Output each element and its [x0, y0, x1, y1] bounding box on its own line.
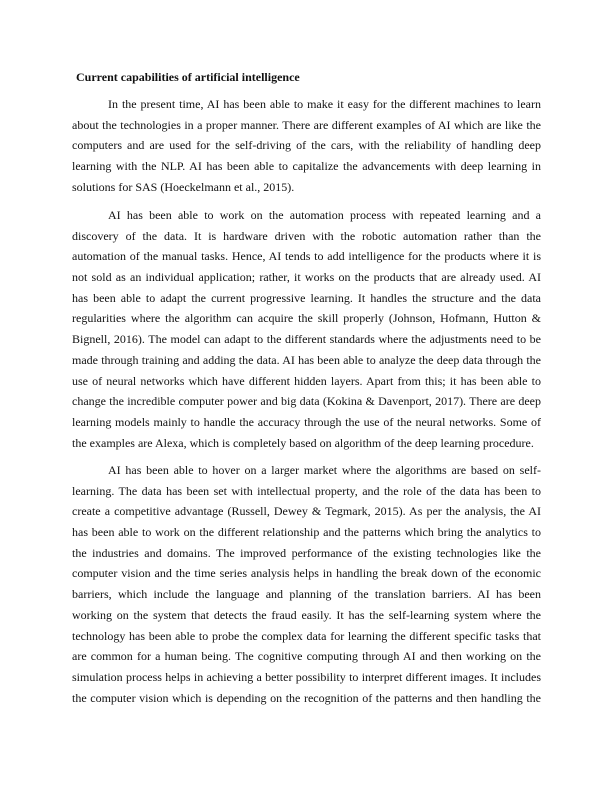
text-line: not sold as an individual application; rather, it works on the products that are already used. AI	[72, 270, 541, 285]
text-line: the industries and domains. The improved performance of the existing technologies like the	[72, 545, 541, 560]
text-line: In the present time, AI has been able to make it easy for the different machines to learn	[108, 97, 541, 111]
text-line: AI has been able to hover on a larger market where the algorithms are based on self-	[108, 463, 541, 477]
section-heading: Current capabilities of artificial intelligence	[76, 70, 300, 84]
text-line: create a competitive advantage (Russell, Dewey & Tegmark, 2015). As per the analysis, the AI	[72, 504, 541, 519]
text-line: made through training and adding the data. AI has been able to analyze the deep data through the	[72, 352, 541, 367]
paragraph-2	[72, 205, 541, 453]
text-line: learning. The data has been set with intellectual property, and the role of the data has been to	[72, 483, 541, 498]
text-line: technology has been able to probe the complex data for learning the different specific tasks that	[72, 628, 541, 643]
paragraph-3	[72, 460, 541, 708]
text-line: AI has been able to work on the automation process with repeated learning and a	[108, 208, 541, 222]
text-line: has been able to work on the different relationship and the patterns which bring the analytics to	[72, 525, 541, 540]
text-line: automation of the manual tasks. Hence, AI tends to add intelligence for the products where it is	[72, 249, 541, 264]
text-line: solutions for SAS (Hoeckelmann et al., 2015).	[72, 179, 295, 194]
text-line: barriers, which include the language and planning of the translation barriers. AI has been	[72, 587, 541, 602]
text-line: learning models mainly to handle the accuracy through the use of the neural networks. Some of	[72, 414, 541, 429]
text-line: Bignell, 2016). The model can adapt to the different standards where the adjustments need to be	[72, 332, 541, 347]
paragraph-1	[72, 94, 541, 197]
text-line: simulation process helps in achieving a better possibility to interpret different images. It includes	[72, 669, 541, 684]
text-line: discovery of the data. It is hardware driven with the robotic automation rather than the	[72, 228, 541, 243]
text-line: use of neural networks which have different hidden layers. Apart from this; it has been able to	[72, 373, 541, 388]
text-line: learning with the NLP. AI has been able to capitalize the advancements with deep learning in	[72, 159, 541, 174]
text-line: change the incredible computer power and big data (Kokina & Davenport, 2017). There are deep	[72, 394, 541, 409]
text-line: regularities where the algorithm can acquire the skill properly (Johnson, Hofmann, Hutton &	[72, 311, 541, 326]
text-line: about the technologies in a proper manner. There are different examples of AI which are like the	[72, 117, 541, 132]
text-line: are common for a human being. The cognitive computing through AI and then working on the	[72, 649, 541, 664]
text-line: working on the system that detects the fraud easily. It has the self-learning system where the	[72, 607, 541, 622]
text-line: the computer vision which is depending on the recognition of the patterns and then handling the	[72, 690, 541, 705]
text-line: computer vision and the time series analysis helps in handling the break down of the economic	[72, 566, 541, 581]
text-line: computers and are used for the self-driving of the cars, with the reliability of handling deep	[72, 138, 541, 153]
text-line: has been able to adapt the current progressive learning. It handles the structure and the data	[72, 290, 541, 305]
text-line: the examples are Alexa, which is completely based on algorithm of the deep learning procedure.	[72, 435, 534, 450]
